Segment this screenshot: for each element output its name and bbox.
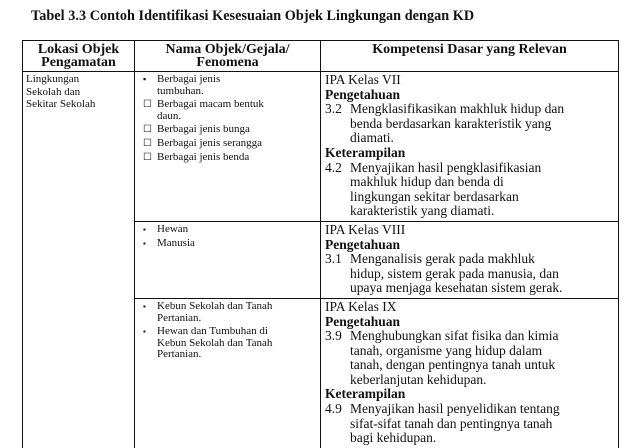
header-competency: Kompetensi Dasar yang Relevan	[321, 41, 619, 72]
table-row	[23, 72, 619, 222]
kd-item: 3.9 Menghubungkan sifat fisika dan kimia tanah, organisme yang hidup dalam tanah, dengan pentingnya tanah untuk keberlanjutan kehidupan.	[325, 328, 559, 387]
object-list	[135, 299, 320, 367]
kd-class: IPA Kelas IX	[325, 298, 397, 314]
kd-section-title: Pengetahuan	[325, 86, 401, 102]
list-item: ▪ Kebun Sekolah dan Tanah Pertanian.	[143, 299, 273, 324]
list-item: ▪ Hewan dan Tumbuhan di Kebun Sekolah dan Tanah Pertanian.	[143, 325, 273, 361]
kd-item: 3.1 Menganalisis gerak pada makhluk hidup, sistem gerak pada manusia, dan upaya menjaga kesehatan sistem gerak.	[325, 251, 563, 296]
location-cell: Lingkungan Sekolah dan Sekitar Sekolah	[23, 72, 135, 448]
header-location: Lokasi Objek Pengamatan	[23, 41, 135, 72]
kd-section-title: Keterampilan	[325, 386, 406, 402]
kd-section-title: Pengetahuan	[325, 236, 401, 252]
objects-cell	[135, 221, 321, 298]
list-item: ▪ Manusia	[143, 236, 195, 249]
list-item: ☐ Berbagai macam bentuk daun.	[143, 98, 264, 122]
competency-cell	[321, 221, 619, 298]
kd-item: 4.2 Menyajikan hasil pengklasifikasian makhluk hidup dan benda di lingkungan sekitar berdasarkan karakteristik yang diamati.	[325, 159, 542, 219]
list-item: ▪ Hewan	[143, 222, 189, 235]
objects-cell	[135, 72, 321, 222]
list-item: ☐ Berbagai jenis serangga	[143, 136, 263, 149]
objects-cell	[135, 298, 321, 448]
competency-cell	[321, 298, 619, 448]
object-list	[135, 72, 320, 169]
competency-cell	[321, 72, 619, 222]
kd-class: IPA Kelas VII	[325, 72, 401, 87]
list-item: ☐ Berbagai jenis bunga	[143, 123, 250, 136]
kd-section-title: Keterampilan	[325, 144, 406, 160]
kd-class: IPA Kelas VIII	[325, 221, 406, 237]
table-caption: Tabel 3.3 Contoh Identifikasi Kesesuaian Objek Lingkungan dengan KD	[31, 8, 475, 24]
header-object: Nama Objek/Gejala/ Fenomena	[135, 41, 321, 72]
list-item: ▪ Berbagai jenis tumbuhan.	[143, 73, 221, 97]
kd-section-title: Pengetahuan	[325, 313, 401, 329]
list-item: ☐ Berbagai jenis benda	[143, 150, 250, 163]
table-header-row	[23, 41, 619, 72]
kd-identification-table	[22, 40, 619, 448]
object-list	[135, 222, 320, 255]
kd-item: 3.2 Mengklasifikasikan makhluk hidup dan benda berdasarkan karakteristik yang diamati.	[325, 101, 565, 146]
kd-item: 4.9 Menyajikan hasil penyelidikan tentang sifat-sifat tanah dan pentingnya tanah bagi kehidupan.	[325, 401, 560, 446]
